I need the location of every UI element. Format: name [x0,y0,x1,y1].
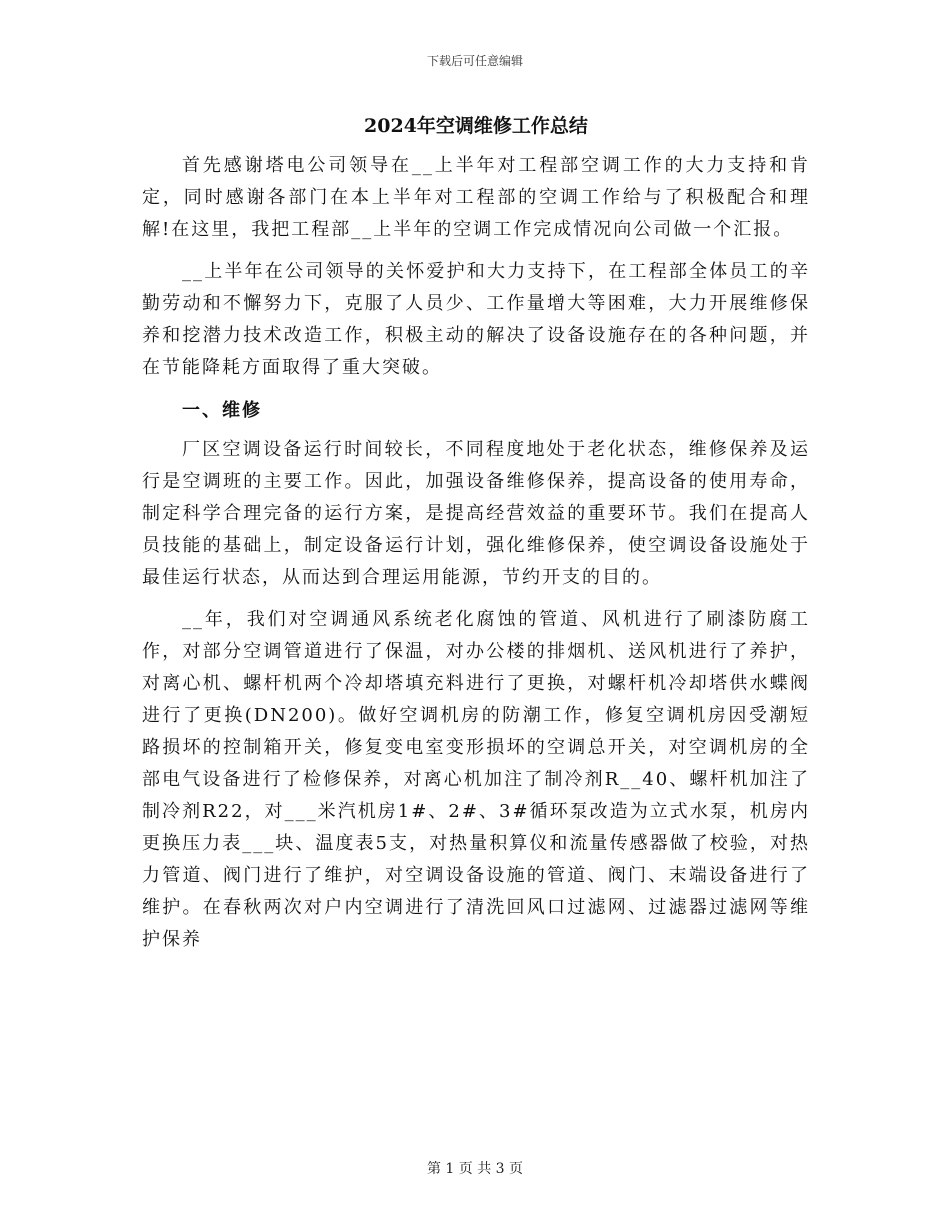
spacer [142,384,810,394]
page-number: 第 1 页 共 3 页 [426,1161,524,1177]
paragraph-intro: 首先感谢塔电公司领导在__上半年对工程部空调工作的大力支持和肯定，同时感谢各部门在本上半年对工程部的空调工作给与了积极配合和理解!在这里，我把工程部__上半年的空调工作完成情况向公司做一个汇报。 [142,155,810,240]
spacer [142,246,810,256]
paragraph-work-details: __年，我们对空调通风系统老化腐蚀的管道、风机进行了刷漆防腐工作，对部分空调管道进行了保温，对办公楼的排烟机、送风机进行了养护，对离心机、螺杆机两个冷却塔填充料进行了更换，对螺杆机冷却塔供水蝶阀进行了更换(DN200)。做好空调机房的防潮工作，修复空调机房因受潮短路损坏的控制箱开关，修复变电室变形损坏的空调总开关，对空调机房的全部电气设备进行了检修保养，对离心机加注了制冷剂R__40、螺杆机加注了制冷剂R22，对___米汽机房1#、2#、3#循环泵改造为立式水泵，机房内更换压力表___块、温度表5支，对热量积算仪和流量传感器做了校验，对热力管道、阀门进行了维护，对空调设备设施的管道、阀门、末端设备进行了维护。在春秋两次对户内空调进行了清洗回风口过滤网、过滤器过滤网等维护保养 [142,609,810,950]
section-heading: 一、维修 [182,400,262,421]
spacer [142,594,810,604]
document-title: 2024年空调维修工作总结 [364,115,588,137]
paragraph-summary: __上半年在公司领导的关怀爱护和大力支持下，在工程部全体员工的辛勤劳动和不懈努力下，克服了人员少、工作量增大等困难，大力开展维修保养和挖潜力技术改造工作，积极主动的解决了设备设施存在的各种问题，并在节能降耗方面取得了重大突破。 [142,261,810,378]
header-note: 下载后可任意编辑 [426,54,523,68]
paragraph-maintenance: 厂区空调设备运行时间较长，不同程度地处于老化状态，维修保养及运行是空调班的主要工作。因此，加强设备维修保养，提高设备的使用寿命，制定科学合理完备的运行方案，是提高经营效益的重要环节。我们在提高人员技能的基础上，制定设备运行计划，强化维修保养，使空调设备设施处于最佳运行状态，从而达到合理运用能源，节约开支的目的。 [142,439,810,588]
document-body [142,108,810,956]
